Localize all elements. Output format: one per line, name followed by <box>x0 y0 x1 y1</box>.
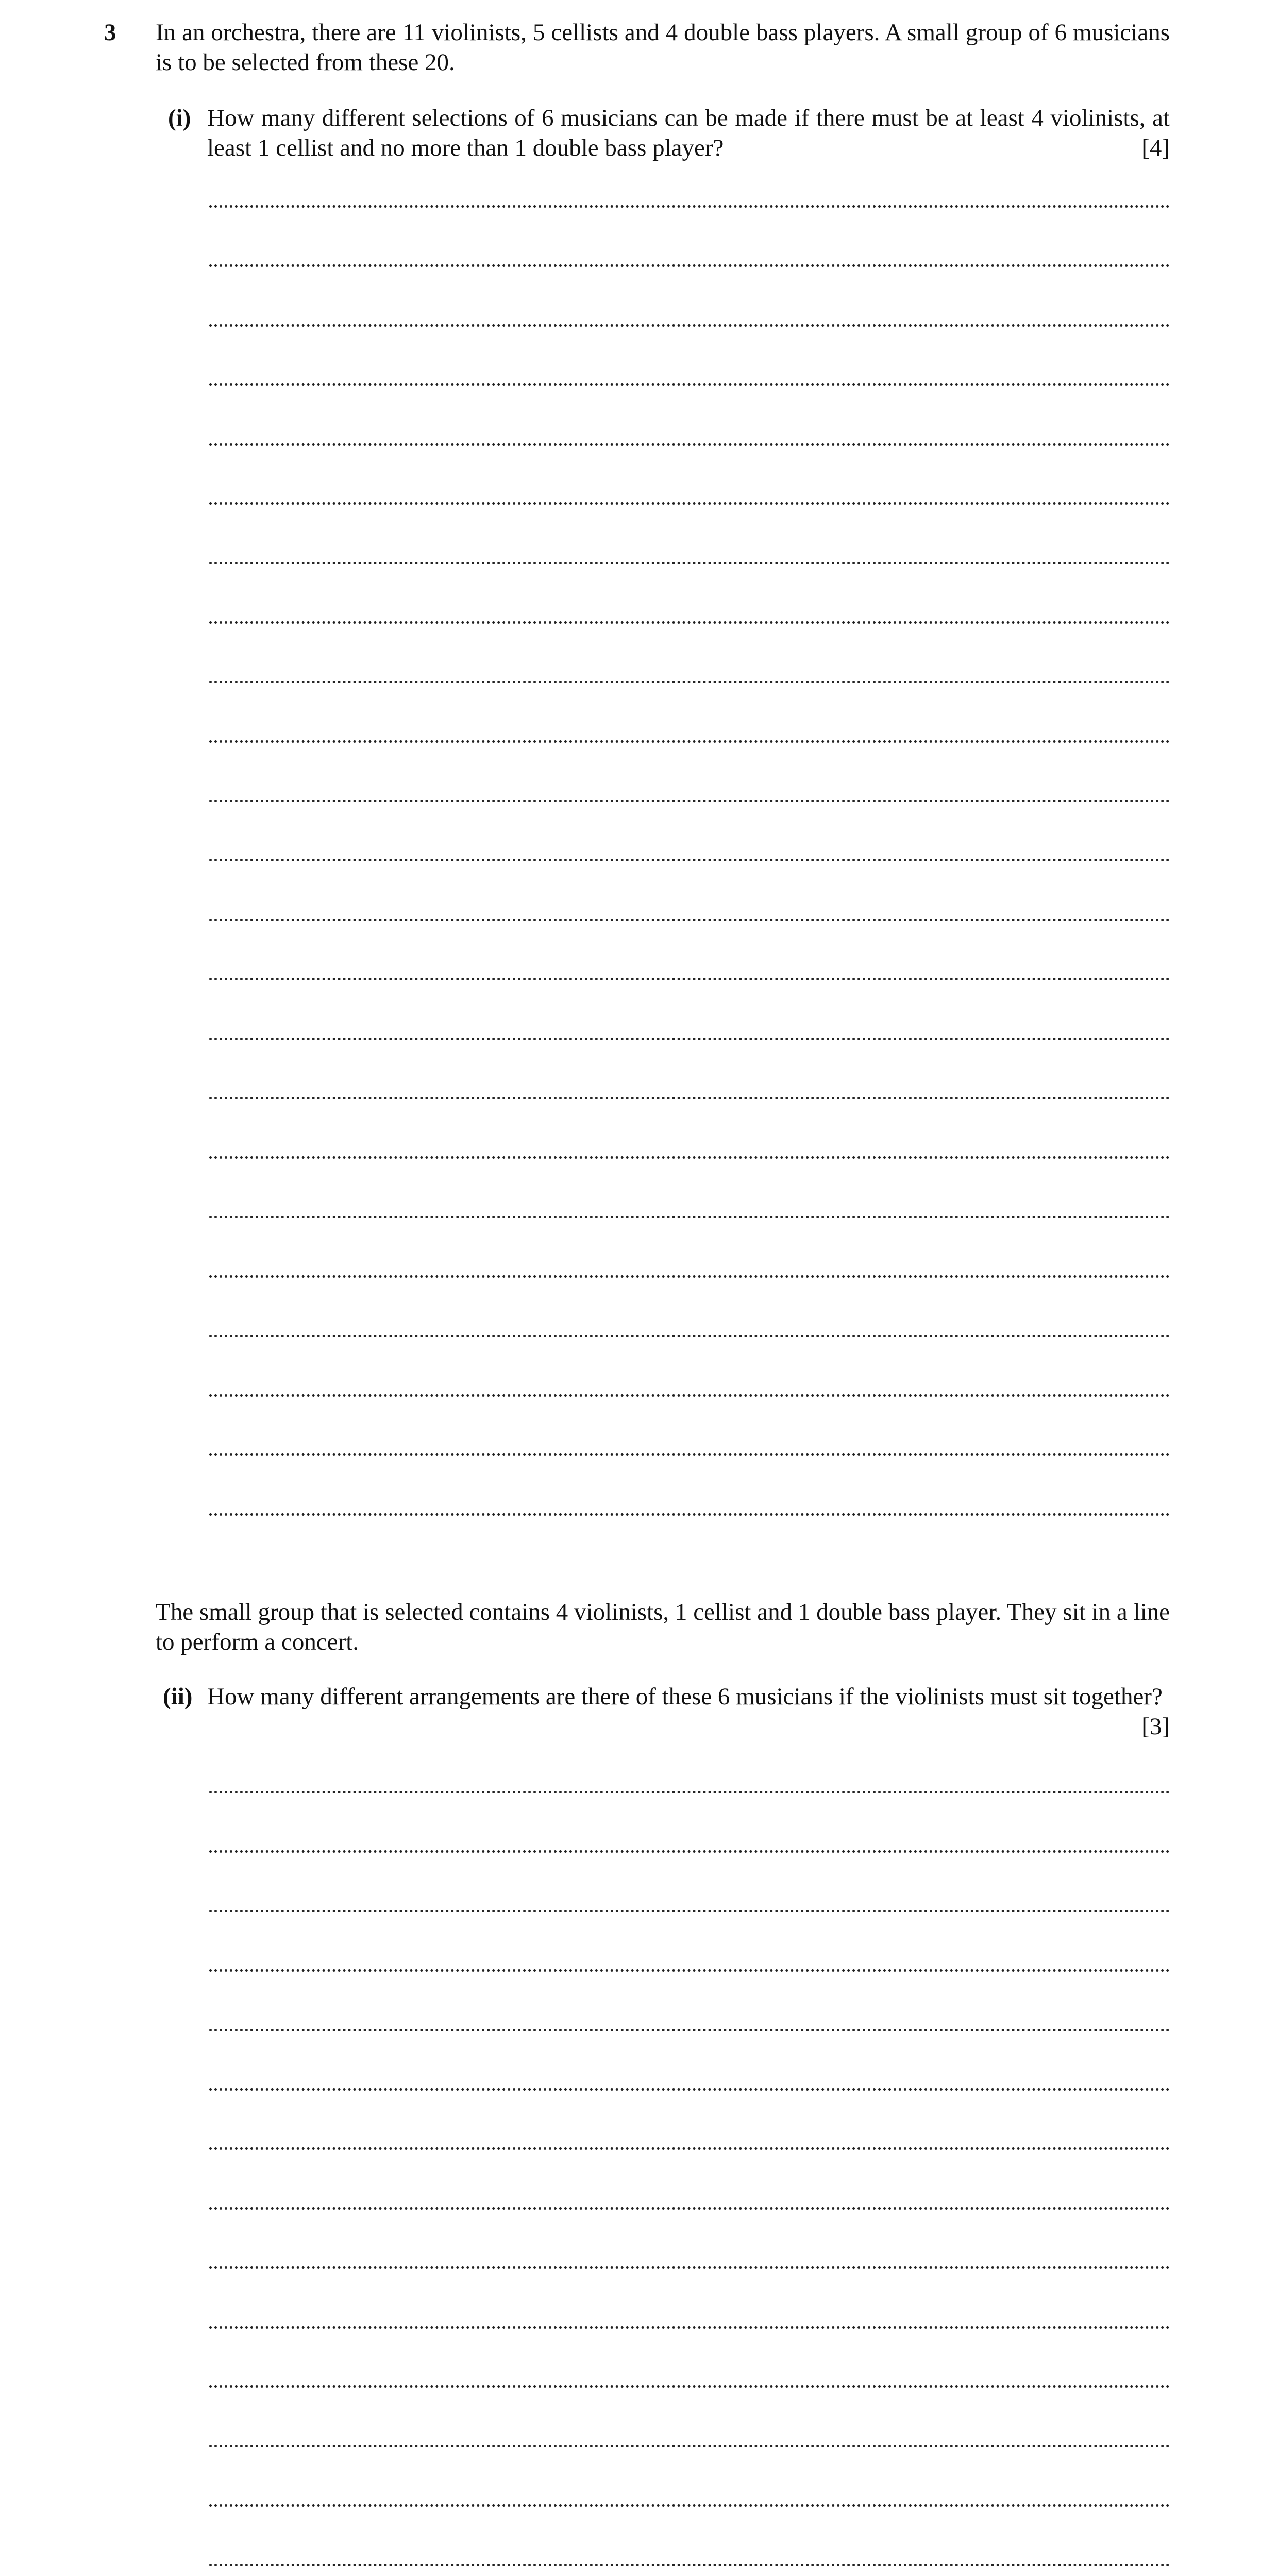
part-ii-answer-line[interactable] <box>209 2029 1170 2031</box>
part-i-marks: [4] <box>1141 134 1170 161</box>
part-i-answer-line[interactable] <box>209 1038 1170 1040</box>
part-i-answer-line[interactable] <box>209 205 1170 208</box>
part-i-answer-line[interactable] <box>209 859 1170 861</box>
part-i-answer-line[interactable] <box>209 1156 1170 1159</box>
context-text: The small group that is selected contains 4 violinists, 1 cellist and 1 double bass player. They sit in a line to perform a concert. <box>156 1599 1170 1655</box>
part-i-answer-line[interactable] <box>209 1275 1170 1278</box>
part-ii-answer-line[interactable] <box>209 2326 1170 2329</box>
part-ii-answer-line[interactable] <box>209 2385 1170 2388</box>
part-i-answer-line[interactable] <box>209 383 1170 386</box>
part-i-answer-line[interactable] <box>209 502 1170 505</box>
part-ii-answer-line[interactable] <box>209 1969 1170 1972</box>
part-ii-question: How many different arrangements are there of these 6 musicians if the violinists must sit together? <box>207 1683 1163 1710</box>
part-i-answer-line[interactable] <box>209 681 1170 683</box>
part-i-answer-line[interactable] <box>209 621 1170 624</box>
part-i-answer-line[interactable] <box>209 264 1170 267</box>
part-i-answer-line[interactable] <box>209 1513 1170 1516</box>
part-i-answer-line[interactable] <box>209 978 1170 980</box>
part-i-answer-line[interactable] <box>209 443 1170 446</box>
part-ii-answer-line[interactable] <box>209 2088 1170 2091</box>
part-i-answer-line[interactable] <box>209 1394 1170 1397</box>
part-i-answer-line[interactable] <box>209 1453 1170 1456</box>
question-intro: In an orchestra, there are 11 violinists, 5 cellists and 4 double bass players. A small group of 6 musicians is to be selected from these 20. <box>156 19 1170 76</box>
part-ii-answer-line[interactable] <box>209 2504 1170 2507</box>
question-number: 3 <box>104 19 116 46</box>
part-i-label: (i) <box>168 105 191 131</box>
part-i-answer-area[interactable] <box>209 196 1170 1535</box>
part-ii-marks: [3] <box>1141 1713 1170 1740</box>
part-ii-answer-line[interactable] <box>209 1850 1170 1853</box>
part-ii-answer-line[interactable] <box>209 2207 1170 2210</box>
part-ii-answer-line[interactable] <box>209 2266 1170 2269</box>
part-i-answer-line[interactable] <box>209 800 1170 802</box>
part-i-question: How many different selections of 6 musicians can be made if there must be at least 4 violinists, at least 1 cellist and no more than 1 double bass player? <box>207 105 1170 161</box>
part-i-answer-line[interactable] <box>209 1097 1170 1099</box>
part-i-answer-line[interactable] <box>209 562 1170 564</box>
part-ii-answer-area[interactable] <box>209 1772 1170 2576</box>
part-i-answer-line[interactable] <box>209 1335 1170 1337</box>
part-i-answer-line[interactable] <box>209 324 1170 327</box>
part-ii-answer-line[interactable] <box>209 1910 1170 1912</box>
part-ii-answer-line[interactable] <box>209 1791 1170 1793</box>
part-ii-answer-line[interactable] <box>209 2147 1170 2150</box>
part-i-answer-line[interactable] <box>209 919 1170 921</box>
part-ii-answer-line[interactable] <box>209 2445 1170 2447</box>
part-ii-label: (ii) <box>163 1683 193 1710</box>
part-ii-answer-line[interactable] <box>209 2564 1170 2566</box>
part-i-answer-line[interactable] <box>209 740 1170 743</box>
part-i-answer-line[interactable] <box>209 1216 1170 1218</box>
